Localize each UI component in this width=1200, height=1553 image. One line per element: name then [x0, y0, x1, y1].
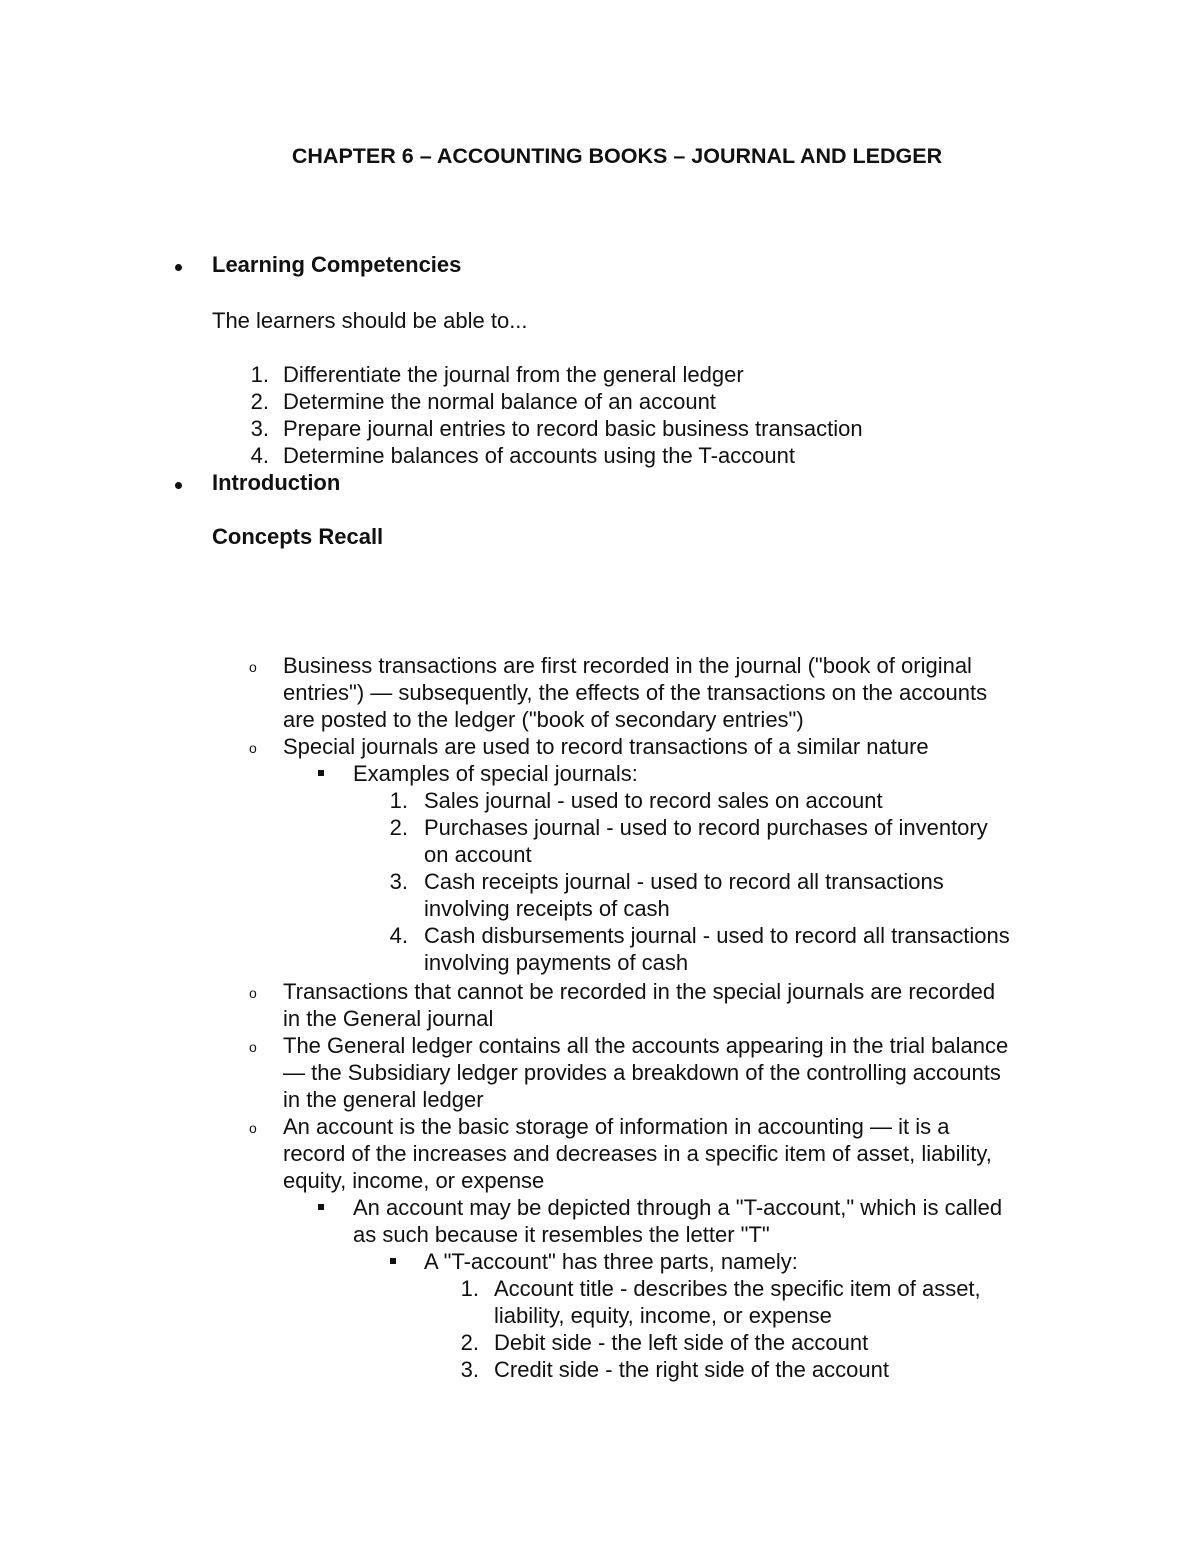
square-bullet-icon	[318, 770, 324, 776]
concept-subline: An account may be depicted through a "T-account," which is called	[353, 1195, 1003, 1220]
concept-line: record of the increases and decreases in a specific item of asset, liability,	[283, 1141, 992, 1166]
competencies-intro: The learners should be able to...	[212, 308, 528, 333]
list-item: Determine balances of accounts using the T-account	[283, 443, 796, 468]
square-bullet-icon	[318, 1204, 324, 1210]
list-number: 2.	[460, 1330, 479, 1355]
list-item: Debit side - the left side of the account	[494, 1330, 869, 1355]
list-item-continued: on account	[424, 842, 532, 867]
concept-line: The General ledger contains all the accounts appearing in the trial balance	[283, 1033, 1009, 1058]
concept-line: Transactions that cannot be recorded in the special journals are recorded	[283, 979, 996, 1004]
list-number: 1.	[250, 362, 269, 387]
concept-line: in the general ledger	[283, 1087, 484, 1112]
chapter-title: CHAPTER 6 – ACCOUNTING BOOKS – JOURNAL AND LEDGER	[291, 144, 943, 168]
concept-line: Business transactions are first recorded in the journal ("book of original	[283, 653, 972, 678]
list-item: Prepare journal entries to record basic business transaction	[283, 416, 863, 441]
list-item: Determine the normal balance of an account	[283, 389, 716, 414]
list-number: 3.	[389, 869, 408, 894]
concept-line: in the General journal	[283, 1006, 494, 1031]
list-number: 3.	[250, 416, 269, 441]
circle-bullet-icon: o	[249, 1120, 257, 1136]
list-item: Cash receipts journal - used to record all transactions	[424, 869, 944, 894]
list-item: Differentiate the journal from the general ledger	[283, 362, 744, 387]
list-number: 1.	[460, 1276, 479, 1301]
concept-subline: A "T-account" has three parts, namely:	[424, 1249, 798, 1274]
list-number: 4.	[389, 923, 408, 948]
list-item-continued: liability, equity, income, or expense	[494, 1303, 832, 1328]
concept-line: equity, income, or expense	[283, 1168, 545, 1193]
list-item: Account title - describes the specific item of asset,	[494, 1276, 981, 1301]
circle-bullet-icon: o	[249, 659, 257, 675]
concept-line: Special journals are used to record transactions of a similar nature	[283, 734, 929, 759]
circle-bullet-icon: o	[249, 985, 257, 1001]
list-number: 2.	[389, 815, 408, 840]
list-item: Cash disbursements journal - used to record all transactions	[424, 923, 1010, 948]
introduction-heading: Introduction	[212, 470, 341, 495]
list-number: 2.	[250, 389, 269, 414]
bullet-dot-icon	[175, 482, 182, 489]
concept-line: An account is the basic storage of information in accounting — it is a	[283, 1114, 950, 1139]
list-item: Credit side - the right side of the account	[494, 1357, 889, 1382]
concept-line: — the Subsidiary ledger provides a breakdown of the controlling accounts	[283, 1060, 1001, 1085]
list-item: Sales journal - used to record sales on account	[424, 788, 883, 813]
competencies-heading: Learning Competencies	[212, 252, 462, 277]
square-bullet-icon	[390, 1258, 396, 1264]
concept-subline: as such because it resembles the letter "T"	[353, 1222, 770, 1247]
list-item-continued: involving payments of cash	[424, 950, 689, 975]
list-item: Purchases journal - used to record purchases of inventory	[424, 815, 988, 840]
concept-subline: Examples of special journals:	[353, 761, 638, 786]
circle-bullet-icon: o	[249, 740, 257, 756]
list-number: 4.	[250, 443, 269, 468]
bullet-dot-icon	[175, 264, 182, 271]
concepts-recall-heading: Concepts Recall	[212, 524, 384, 549]
list-item-continued: involving receipts of cash	[424, 896, 670, 921]
concept-line: are posted to the ledger ("book of secondary entries")	[283, 707, 804, 732]
circle-bullet-icon: o	[249, 1039, 257, 1055]
list-number: 1.	[389, 788, 408, 813]
concept-line: entries") — subsequently, the effects of the transactions on the accounts	[283, 680, 988, 705]
list-number: 3.	[460, 1357, 479, 1382]
